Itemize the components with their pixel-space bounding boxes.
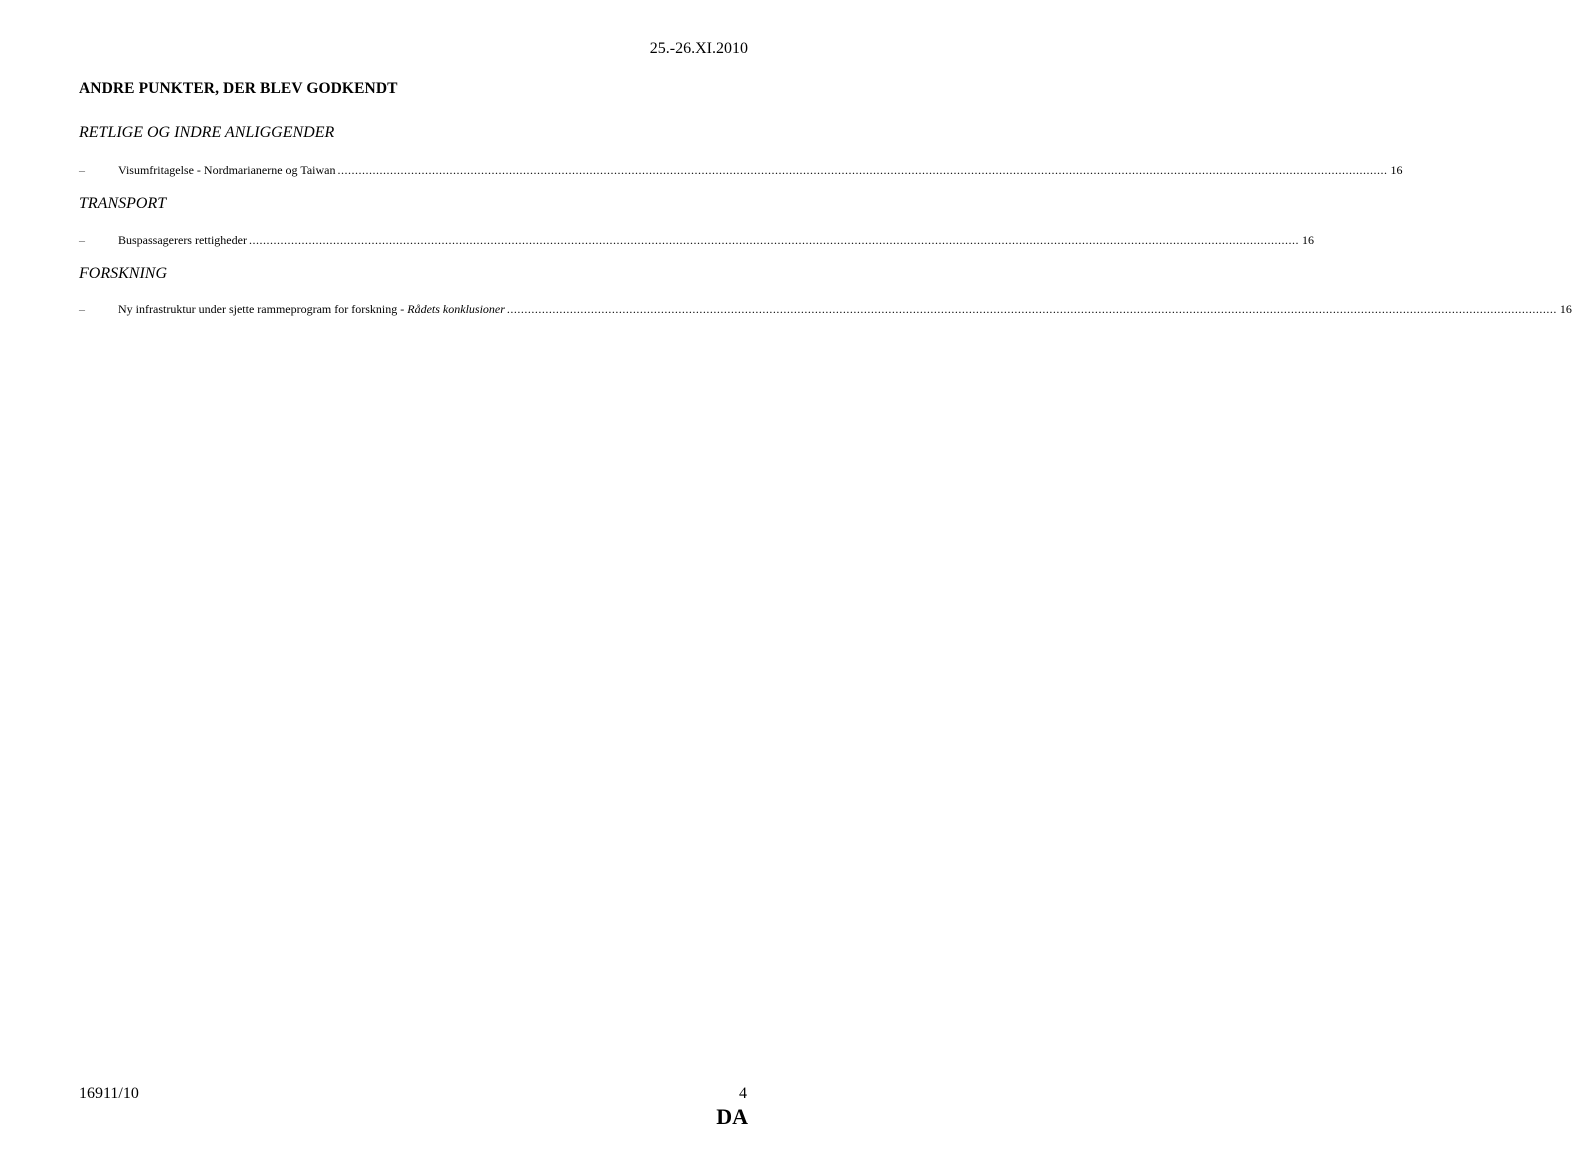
- toc-entry-text: Visumfritagelse - Nordmarianerne og Taiwan: [118, 163, 336, 177]
- toc-entry-text: Ny infrastruktur under sjette rammeprogram for forskning - Rådets konklusioner: [118, 302, 505, 316]
- document-number: 16911/10: [79, 1085, 139, 1102]
- toc-leader-dots: ............................................................................................................................................................................................................................................................................................................: [506, 302, 1557, 316]
- toc-page-number: 16: [1559, 302, 1572, 316]
- toc-leader-dots: ............................................................................................................................................................................................................................................................................................................: [248, 233, 1299, 247]
- toc-dash: –: [79, 233, 85, 247]
- section-title-transport: TRANSPORT: [79, 195, 167, 212]
- toc-dash: –: [79, 302, 85, 316]
- toc-page-number: 16: [1390, 163, 1403, 177]
- toc-dash: –: [79, 163, 85, 177]
- language-code: DA: [716, 1104, 748, 1129]
- main-heading: ANDRE PUNKTER, DER BLEV GODKENDT: [79, 80, 398, 97]
- toc-leader-dots: ............................................................................................................................................................................................................................................................................................................: [337, 163, 1388, 177]
- toc-page-number: 16: [1301, 233, 1314, 247]
- section-title-forskning: FORSKNING: [79, 265, 167, 282]
- section-title-retlige: RETLIGE OG INDRE ANLIGGENDER: [79, 124, 335, 141]
- toc-entry-visumfritagelse[interactable]: [79, 162, 1403, 178]
- toc-entry-text: Buspassagerers rettigheder: [118, 233, 247, 247]
- page-number: 4: [739, 1085, 747, 1102]
- toc-entry-infrastruktur[interactable]: [79, 301, 1572, 317]
- toc-entry-buspassagerers[interactable]: [79, 232, 1314, 248]
- document-date: 25.-26.XI.2010: [649, 40, 748, 57]
